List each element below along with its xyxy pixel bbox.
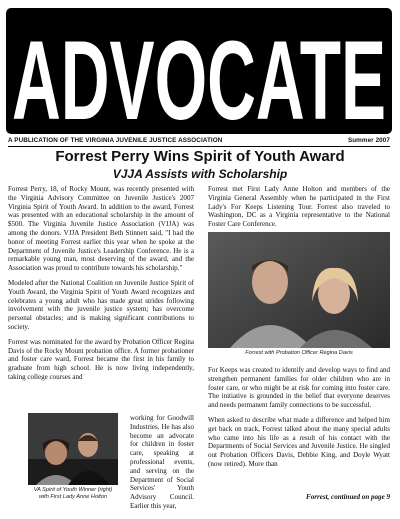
- photo-forrest-with-officer: [208, 232, 390, 348]
- article-paragraph: Modeled after the National Coalition on Juvenile Justice Spirit of Youth Award, the Virginia Spirit of Youth Award recognizes and celebrates a young adult who has made great strides following involvement with the juvenile justice system; has overcome personal obstacles; and is making significant contributions to society.: [8, 278, 194, 331]
- masthead-logo: [6, 8, 392, 134]
- article-paragraph: For Keeps was created to identify and develop ways to find and strengthen permanent families for older children who are in foster care, or who might be at risk for coming into foster care. The initiative is grounded in the belief that everyone deserves and needs permanent family connections to be successful.: [208, 366, 390, 410]
- continued-link[interactable]: Forrest, continued on page 9: [306, 493, 390, 501]
- article-column-left-narrow: [130, 414, 194, 517]
- article-column-right-bottom: [208, 366, 390, 475]
- article-column-left: [8, 185, 194, 388]
- article-paragraph: working for Goodwill Industries. He has also become an advocate for children in foster care, speaking at professional events, and serving on the Department of Social Services' Youth Advisory Council. Earlier this year,: [130, 414, 194, 510]
- photo-caption-small: VA Spirit of Youth Winner (right) with First Lady Anne Holton: [33, 487, 113, 500]
- masthead-title: ADVOCATE: [12, 18, 386, 134]
- photo-spirit-of-youth-winner: [28, 413, 118, 485]
- article-paragraph: Forrest Perry, 18, of Rocky Mount, was recently presented with the Virginia Advisory Committee on Juvenile Justice's 2007 Virginia Spirit of Youth Award. In addition to the award, Forrest was presented with an educational scholarship in the amount of $500. The Virginia Juvenile Justice Association (VJJA) was among the donors. VJJA President Beth Stinnett said, "I had the honor of meeting Forrest earlier this year when he spoke at the Department of Juvenile Justice's Leadership Conference. He is a remarkable young man, most deserving of the award, and the Association was proud to contribute towards his scholarship.": [8, 185, 194, 273]
- photo-image: [208, 232, 390, 348]
- publication-line: [8, 137, 390, 144]
- issue-date: Summer 2007: [347, 137, 390, 144]
- article-headline: Forrest Perry Wins Spirit of Youth Award: [55, 148, 345, 165]
- photo-caption-main: Forrest with Probation Officer Regina Davis: [245, 350, 353, 356]
- article-paragraph: When asked to describe what made a difference and helped him get back on track, Forrest talked about the many special adults who came into his life as a result of his contact with the Departments of Social Services and Juvenile Justice. He singled out Probation Officers Davis, Debbie King, and Doyle Wyatt (now retired). More than: [208, 415, 390, 468]
- article-paragraph: Forrest met First Lady Anne Holton and members of the Virginia General Assembly when he participated in the First Lady's For Keeps Listening Tour. Forrest also traveled to Washington, DC as a Virginia representative to the National Foster Care Conference.: [208, 185, 390, 229]
- photo-image: [28, 413, 118, 485]
- article-paragraph: Forrest was nominated for the award by Probation Officer Regina Davis of the Rocky Mount probation office. A former probationer and foster care ward, Forrest became the first in his family to graduate from high school. He is now living independently, taking college courses and: [8, 337, 194, 381]
- article-column-right-top: [208, 185, 390, 235]
- masthead: [6, 8, 392, 134]
- publication-tagline: A PUBLICATION OF THE VIRGINIA JUVENILE JUSTICE ASSOCIATION: [8, 137, 223, 144]
- header-rule: [8, 146, 390, 147]
- article-subhead: VJJA Assists with Scholarship: [112, 167, 288, 181]
